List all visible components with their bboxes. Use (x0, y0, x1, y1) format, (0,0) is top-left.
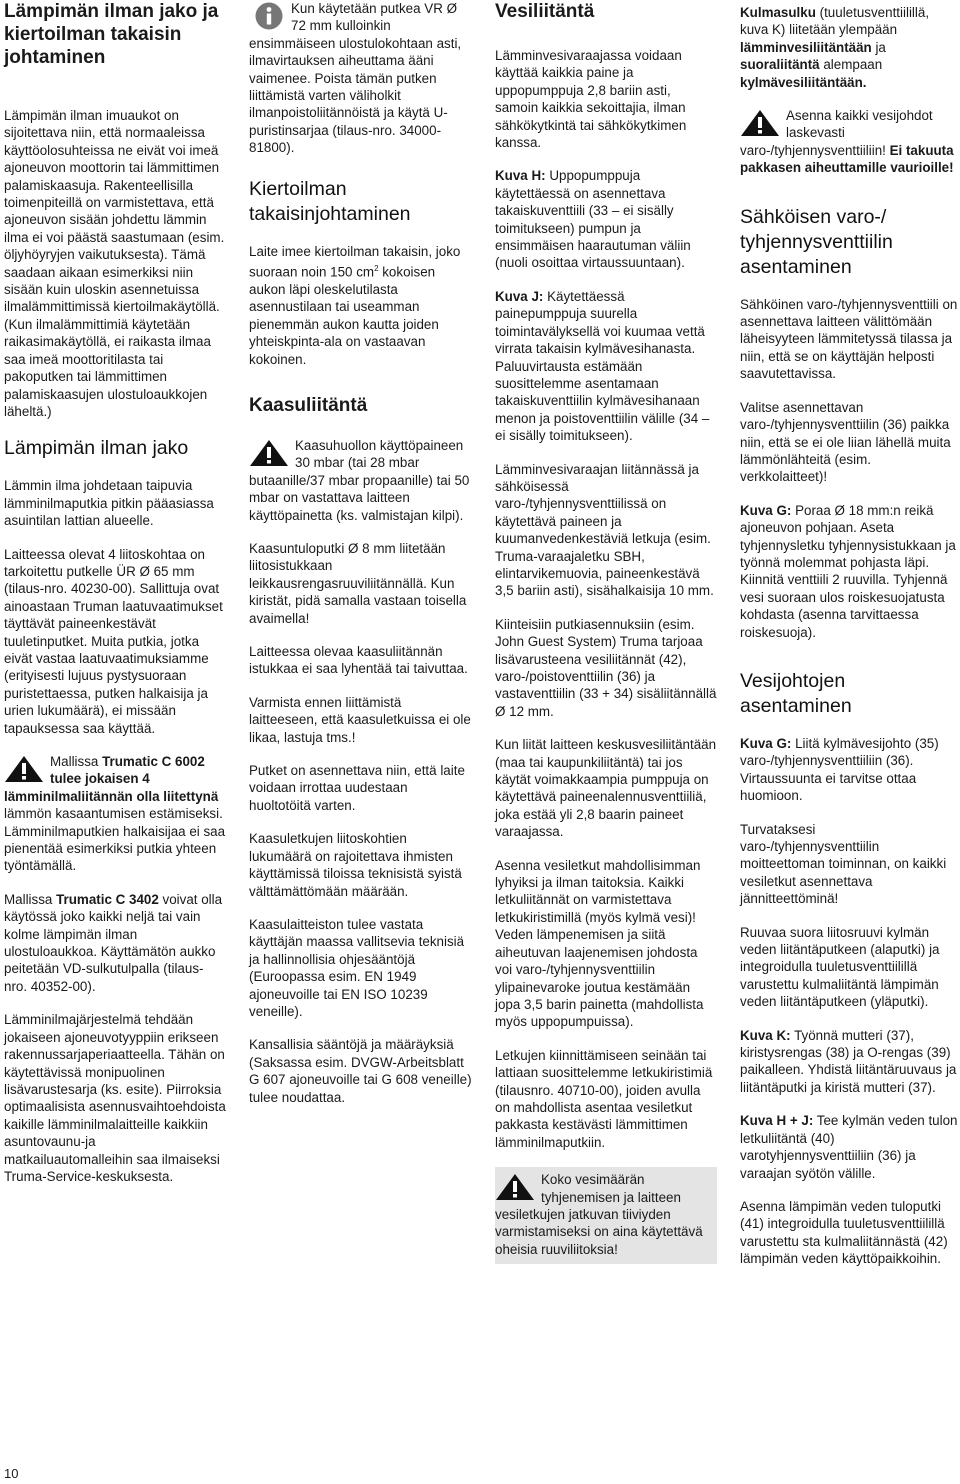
warning-icon (495, 1173, 535, 1201)
paragraph: Kuva K: Työnnä mutteri (37), kiristysrengas (38) ja O-rengas (39) paikalleen. Yhdistä liitäntäruuvaus ja liitäntäputki ja kiristä mutteri (37). (740, 1027, 957, 1095)
paragraph: Varmista ennen liittämistä laitteeseen, että kaasuletkuissa ei ole likaa, lastuja tms.! (249, 694, 471, 745)
warning-note-shaded (495, 1167, 717, 1264)
paragraph: Lämpimän ilman imuaukot on sijoitettava niin, että normaaleissa käyttöolosuhteissa ne eivät voi imeä ajoneuvon moottorin tai lämmittimen palamiskaasuja. Rakenteellisilla toimenpiteillä on varmistettava, että ajoneuvon sisään johdettu lämmin ilma ei voi päästä saastumaan (esim. öljyhöyryjen vaikutuksesta). Tämä saadaan aikaan esimerkiksi niin sisään kuin uloskin asennetuissa ilmalämmittimissä kiertoilmakäytöllä. (Kun ilmalämmittimiä käytetään raikasimakäytöllä, ei raikasta ilmaa saa imeä moottoritilasta tai pakoputken tai lämmittimen palamiskaasujen ulostuloaukkojen läheltä.) (4, 108, 225, 419)
paragraph: Kuva H + J: Tee kylmän veden tulon letkuliitäntä (40) varotyhjennysventtiiliin (36) ja varaajan syötön välille. (740, 1113, 958, 1181)
info-text: Kun käytetään putkea VR Ø 72 mm kulloinkin ensimmäiseen ulostulokohtaan asti, ilmavirtauksen aiheuttama ääni vaimenee. Poista tämän putken liittämistä varten väliholkit ilmanpoistoliitännöistä ja käytä U-puristinsarjaa (tilaus-nro. 34000-81800). (249, 1, 462, 156)
warning-note (4, 753, 226, 875)
heading-gas-connection: Kaasuliitäntä (249, 394, 368, 416)
column-3 (495, 0, 717, 1264)
warning-text: Mallissa Trumatic C 6002 tulee jokaisen 4 lämminilmaliitännän olla liitettynä lämmön kasaantumisen estämiseksi. Lämminilmaputkien halkaisijaa ei saa pienentää esimerkiksi putkia yhteen työntämällä. (4, 754, 226, 874)
paragraph: Kun liität laitteen keskusvesiliitäntään (maa tai kaupunkiliitäntä) tai jos käytät voimakkaampia pumppuja on käytettävä paineenalennusventtiiliä, joka estää yli 2,8 baarin paineet varaajassa. (495, 737, 717, 840)
page-number: 10 (4, 1466, 19, 1481)
paragraph: Sähköinen varo-/tyhjennysventtiili on asennettava laitteen välittömään läheisyyteen lämmitetyssä tilassa ja niin, että se on käyttäjän helposti saavutettavissa. (740, 296, 958, 382)
paragraph: Kuva J: Käytettäessä painepumppuja suurella toimintavälyksellä voi kuumaa vettä virrata takaisin kylmävesihanasta. Paluuvirtausta estämään suosittelemme asentamaan takaiskuventtiilin kylmävesihanaan menon ja poistoventtiilin välille (34 – ei sisälly toimitukseen). (495, 288, 710, 444)
info-note (249, 0, 473, 157)
paragraph: Asenna lämpimän veden tuloputki (41) integroidulla tuuletusventtiilillä varustettu sta kulmaliitännästä (42) lämpimän veden käyttöpaikkoihin. (740, 1198, 948, 1267)
paragraph: Kulmasulku (tuuletusventtiilillä, kuva K) liitetään ylempään lämminvesiliitäntään ja suoraliitäntä alempaan kylmävesiliitäntään. (740, 5, 930, 90)
paragraph: Lämminvesivaraajan liitännässä ja sähköisessä varo-/tyhjennysventtiilissä on käytettävä paineen ja kuumanvedenkestäviä letkuja (esim. Truma-varaajaletku SBH, elintarvikemuovia, paineenkestävä 3,5 bariin asti), sisähalkaisija 10 mm. (495, 461, 714, 599)
paragraph: Kiinteisiin putkiasennuksiin (esim. John Guest System) Truma tarjoaa lisävarusteena vesiliitännät (42), varo-/poistoventtiilin (36) ja vastaventtiilin (33 + 34) sisäliitännällä Ø 12 mm. (495, 616, 717, 719)
paragraph: Laite imee kiertoilman takaisin, joko suoraan noin 150 $cm^2$ kokoisen aukon läpi oleskelutilasta asennustilaan tai useamman pienemmän aukon kautta joiden yhteiskpinta-ala on vastaavan kokoinen. (249, 243, 461, 367)
paragraph: Lämminilmajärjestelmä tehdään jokaiseen ajoneuvotyyppiin erikseen rakennussarjaperiaatteella. Tähän on käytettävissä monipuolinen lisävarustesarja (ks. esite). Piirroksia optimaalisista asennusvaihtoehdoista kaikille lämminilmalaitteille kaikkiin asuntovaunu-ja matkailuautomalleihin saa ilmaiseksi Truma-Service-keskuksesta. (4, 1012, 226, 1184)
heading-warm-air: Lämpimän ilman jako (4, 437, 189, 460)
paragraph: Laitteessa olevat 4 liitoskohtaa on tarkoitettu putkelle ÜR Ø 65 mm (tilaus-nro. 40230-00). Sallittuja ovat ainoastaan Truman laatuvaatimukset täyttävät paineenkestävät tuuletinputket. Muita putkia, jotka eivät vastaa laatuvaatimuksiamme (erityisesti lujuus pystysuoraan puristettaessa, putken halkaisija ja urien lukumäärä), ei missään tapauksessa saa käyttää. (4, 546, 223, 736)
warning-text: Asenna kaikki vesijohdot laskevasti varo-/tyhjennysventtiiliin! Ei takuuta pakkasen aiheuttamille vaurioille! (740, 108, 954, 176)
paragraph: Kaasulaitteiston tulee vastata käyttäjän maassa vallitsevia teknisiä ja hallinnollisia ohjesääntöjä (Euroopassa esim. EN 1949 ajoneuvoille tai EN ISO 10239 veneille). (249, 916, 465, 1019)
paragraph: Mallissa Trumatic C 3402 voivat olla käytössä joko kaikki neljä tai vain kolme lämpimän ilman ulostuloaukkoa. Käyttämätön aukko peitetään VD-sulkutulpalla (tilaus-nro. 40352-00). (4, 891, 223, 994)
heading-return-air: Kiertoilman takaisinjohtaminen (249, 177, 411, 225)
paragraph: Putket on asennettava niin, että laite voidaan irrottaa uudestaan huoltotöitä varten. (249, 763, 465, 813)
paragraph: Kansallisia sääntöjä ja määräyksiä (Saksassa esim. DVGW-Arbeitsblatt G 607 ajoneuvoille tai G 608 veneille) tulee noudattaa. (249, 1037, 472, 1105)
warning-icon (4, 755, 44, 783)
paragraph: Valitse asennettavan varo-/tyhjennysventtiilin (36) paikka niin, että se ei ole liian lähellä muita lämmönlähteitä (esim. verkkolaitteet)! (740, 399, 951, 485)
warning-note (249, 437, 473, 524)
column-4 (740, 0, 958, 1284)
paragraph: Letkujen kiinnittämiseen seinään tai lattiaan suosittelemme letkukiristimiä (tilausnro. 40710-00), joiden avulla on mahdollista asentaa vesiletkut pakkasta kestävästi lämmittimen lämminilmaputkiin. (495, 1047, 713, 1150)
paragraph: Ruuvaa suora liitosruuvi kylmän veden liitäntäputkeen (alaputki) ja integroidulla tuuletusventtiilillä varustettu kulmaliitäntä lämpimän veden liitäntäputkeen (yläputki). (740, 924, 940, 1010)
paragraph: Turvataksesi varo-/tyhjennysventtiilin moitteettoman toiminnan, on kaikki vesiletkut asennettava jännitteettöminä! (740, 821, 947, 907)
column-1 (4, 0, 226, 1201)
heading-water-connection: Vesiliitäntä (495, 1, 595, 22)
heading-warm-air-distribution: Lämpimän ilman jako ja kiertoilman takaisin johtaminen (4, 1, 219, 68)
paragraph: Kuva G: Poraa Ø 18 mm:n reikä ajoneuvon pohjaan. Aseta tyhjennysletku tyhjennysistukkaan ja työnnä molemmat pohjasta läpi. Kiinnitä venttiili 2 ruuvilla. Tyhjennä vesi suoraan ulos roiskesuojatusta kohdasta (asenna tarvittaessa roiskesuoja). (740, 502, 956, 640)
paragraph: Kuva H: Uppopumppuja käytettäessä on asennettava takaiskuventtiili (33 – ei sisälly toimitukseen) pumpun ja ensimmäisen haarautuman väliin (nuoli osoittaa virtaussuuntaan). (495, 168, 691, 271)
paragraph: Asenna vesiletkut mahdollisimman lyhyiksi ja ilman taitoksia. Kaikki letkuliitännät on varmistettava letkukiristimillä (myös kylmä vesi)! Veden lämpenemisen ja siitä aiheutuvan laajenemisen johdosta voi varo-/tyhjennysventtiilin ylipainevaroke joutua kestämään jopa 3,5 barin painetta (mahdollista myös uppopumpuissa). (495, 857, 704, 1030)
warning-icon (249, 439, 289, 467)
warning-note (740, 107, 958, 177)
paragraph: Kuva G: Liitä kylmävesijohto (35) varo-/tyhjennysventtiiliin (36). Virtaussuunta ei tarvitse ottaa huomioon. (740, 735, 939, 804)
paragraph: Lämminvesivaraajassa voidaan käyttää kaikkia paine ja uppopumppuja 2,8 bariin asti, samoin kaikkia sekoittajia, ilman sähkökytkintä tai sähkökytkimen kanssa. (495, 48, 687, 151)
heading-water-pipes: Vesijohtojen asentaminen (740, 669, 852, 717)
warning-icon (740, 109, 780, 137)
paragraph: Laitteessa olevaa kaasuliitännän istukkaa ei saa lyhentää tai taivuttaa. (249, 644, 468, 677)
paragraph: Kaasuntuloputki Ø 8 mm liitetään liitosistukkaan leikkausrengasruuviliitännällä. Kun kiristät, pidä samalla vastaan toisella avaimella! (249, 541, 467, 626)
paragraph: Kaasuletkujen liitoskohtien lukumäärä on rajoitettava ihmisten käyttämissä tiloissa teknisistä syistä välttämättömään määrään. (249, 831, 462, 899)
heading-drain-valve: Sähköisen varo-/ tyhjennysventtiilin asentaminen (740, 205, 893, 278)
info-icon (255, 2, 283, 30)
warning-text: Kaasuhuollon käyttöpaineen 30 mbar (tai 28 mbar butaanille/37 mbar propaanille) tai 50 mbar on vastattava laitteen käyttöpainetta (ks. valmistajan kilpi). (249, 437, 470, 523)
warning-text: Koko vesimäärän tyhjenemisen ja laitteen vesiletkujen jatkuvan tiiviyden varmistamiseksi on aina käytettävä oheisia ruuviliitoksia! (495, 1172, 703, 1257)
paragraph: Lämmin ilma johdetaan taipuvia lämminilmaputkia pitkin pääasiassa asuintilan lattian alueelle. (4, 478, 214, 529)
column-2 (249, 0, 473, 1122)
